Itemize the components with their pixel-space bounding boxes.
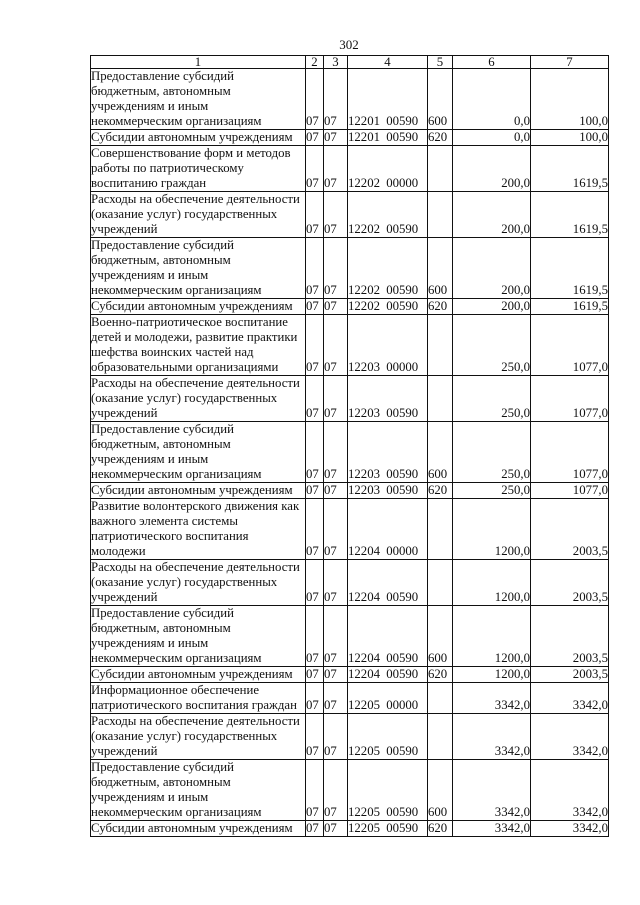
table-row xyxy=(91,238,609,299)
cell-expense-type: 620 xyxy=(428,667,453,683)
cell-section: 07 xyxy=(306,483,324,499)
column-header-2: 2 xyxy=(306,56,324,69)
cell-target-code: 12201 00590 xyxy=(348,130,428,146)
cell-subsection: 07 xyxy=(324,683,348,714)
cell-description: Военно-патриотическое воспитание детей и молодежи, развитие практики шефства воинских частей над образовательными организациями xyxy=(91,315,306,376)
cell-amount-col6: 200,0 xyxy=(453,238,531,299)
cell-amount-col7: 2003,5 xyxy=(531,606,609,667)
cell-amount-col6: 200,0 xyxy=(453,146,531,192)
cell-target-code: 12204 00590 xyxy=(348,667,428,683)
cell-subsection: 07 xyxy=(324,821,348,837)
cell-section: 07 xyxy=(306,760,324,821)
budget-table xyxy=(90,55,609,837)
cell-amount-col7: 3342,0 xyxy=(531,821,609,837)
cell-subsection: 07 xyxy=(324,315,348,376)
cell-section: 07 xyxy=(306,499,324,560)
cell-expense-type: 600 xyxy=(428,760,453,821)
cell-section: 07 xyxy=(306,315,324,376)
cell-subsection: 07 xyxy=(324,422,348,483)
cell-amount-col7: 1619,5 xyxy=(531,192,609,238)
cell-description: Субсидии автономным учреждениям xyxy=(91,667,306,683)
table-row xyxy=(91,130,609,146)
cell-description: Расходы на обеспечение деятельности (оказание услуг) государственных учреждений xyxy=(91,376,306,422)
cell-subsection: 07 xyxy=(324,560,348,606)
cell-target-code: 12204 00590 xyxy=(348,560,428,606)
cell-expense-type: 620 xyxy=(428,299,453,315)
cell-expense-type xyxy=(428,683,453,714)
cell-section: 07 xyxy=(306,130,324,146)
cell-description: Субсидии автономным учреждениям xyxy=(91,483,306,499)
cell-subsection: 07 xyxy=(324,760,348,821)
cell-amount-col6: 250,0 xyxy=(453,422,531,483)
cell-target-code: 12203 00590 xyxy=(348,422,428,483)
cell-description: Расходы на обеспечение деятельности (оказание услуг) государственных учреждений xyxy=(91,192,306,238)
table-row xyxy=(91,315,609,376)
cell-amount-col7: 3342,0 xyxy=(531,683,609,714)
cell-subsection: 07 xyxy=(324,606,348,667)
cell-subsection: 07 xyxy=(324,714,348,760)
cell-amount-col6: 1200,0 xyxy=(453,667,531,683)
cell-section: 07 xyxy=(306,146,324,192)
cell-expense-type xyxy=(428,192,453,238)
cell-amount-col6: 1200,0 xyxy=(453,606,531,667)
table-row xyxy=(91,146,609,192)
cell-amount-col7: 2003,5 xyxy=(531,667,609,683)
cell-subsection: 07 xyxy=(324,192,348,238)
table-header-row xyxy=(91,56,609,69)
cell-subsection: 07 xyxy=(324,376,348,422)
cell-description: Субсидии автономным учреждениям xyxy=(91,299,306,315)
table-row xyxy=(91,192,609,238)
cell-description: Совершенствование форм и методов работы по патриотическому воспитанию граждан xyxy=(91,146,306,192)
cell-amount-col7: 3342,0 xyxy=(531,760,609,821)
cell-expense-type: 620 xyxy=(428,130,453,146)
cell-subsection: 07 xyxy=(324,130,348,146)
cell-description: Предоставление субсидий бюджетным, автономным учреждениям и иным некоммерческим организациям xyxy=(91,69,306,130)
table-row xyxy=(91,606,609,667)
column-header-5: 5 xyxy=(428,56,453,69)
cell-expense-type xyxy=(428,376,453,422)
cell-section: 07 xyxy=(306,69,324,130)
cell-section: 07 xyxy=(306,821,324,837)
cell-amount-col6: 1200,0 xyxy=(453,499,531,560)
cell-amount-col7: 1077,0 xyxy=(531,483,609,499)
cell-target-code: 12203 00590 xyxy=(348,376,428,422)
cell-target-code: 12204 00000 xyxy=(348,499,428,560)
cell-target-code: 12202 00590 xyxy=(348,192,428,238)
cell-amount-col6: 250,0 xyxy=(453,376,531,422)
cell-expense-type: 600 xyxy=(428,606,453,667)
cell-target-code: 12202 00590 xyxy=(348,299,428,315)
cell-amount-col7: 1619,5 xyxy=(531,238,609,299)
cell-target-code: 12205 00590 xyxy=(348,714,428,760)
cell-expense-type xyxy=(428,714,453,760)
cell-amount-col7: 100,0 xyxy=(531,130,609,146)
cell-section: 07 xyxy=(306,422,324,483)
page-number: 302 xyxy=(339,37,359,52)
cell-target-code: 12205 00590 xyxy=(348,821,428,837)
table-row xyxy=(91,760,609,821)
table-row xyxy=(91,422,609,483)
cell-subsection: 07 xyxy=(324,483,348,499)
column-header-4: 4 xyxy=(348,56,428,69)
table-row xyxy=(91,821,609,837)
cell-amount-col7: 1077,0 xyxy=(531,376,609,422)
cell-expense-type: 600 xyxy=(428,69,453,130)
cell-target-code: 12203 00590 xyxy=(348,483,428,499)
cell-expense-type xyxy=(428,146,453,192)
cell-amount-col6: 3342,0 xyxy=(453,821,531,837)
cell-section: 07 xyxy=(306,560,324,606)
cell-description: Расходы на обеспечение деятельности (оказание услуг) государственных учреждений xyxy=(91,714,306,760)
table-row xyxy=(91,667,609,683)
cell-amount-col7: 1077,0 xyxy=(531,315,609,376)
table-row xyxy=(91,376,609,422)
cell-subsection: 07 xyxy=(324,146,348,192)
cell-amount-col7: 1619,5 xyxy=(531,146,609,192)
table-row xyxy=(91,483,609,499)
cell-subsection: 07 xyxy=(324,667,348,683)
cell-expense-type: 620 xyxy=(428,483,453,499)
cell-subsection: 07 xyxy=(324,238,348,299)
cell-section: 07 xyxy=(306,376,324,422)
cell-amount-col6: 250,0 xyxy=(453,315,531,376)
cell-target-code: 12202 00000 xyxy=(348,146,428,192)
column-header-7: 7 xyxy=(531,56,609,69)
cell-amount-col6: 3342,0 xyxy=(453,683,531,714)
cell-amount-col7: 3342,0 xyxy=(531,714,609,760)
cell-section: 07 xyxy=(306,667,324,683)
cell-expense-type: 620 xyxy=(428,821,453,837)
cell-amount-col6: 3342,0 xyxy=(453,714,531,760)
cell-amount-col6: 200,0 xyxy=(453,299,531,315)
cell-subsection: 07 xyxy=(324,299,348,315)
cell-amount-col6: 0,0 xyxy=(453,69,531,130)
cell-amount-col7: 2003,5 xyxy=(531,560,609,606)
cell-subsection: 07 xyxy=(324,69,348,130)
cell-section: 07 xyxy=(306,299,324,315)
cell-amount-col7: 100,0 xyxy=(531,69,609,130)
cell-amount-col6: 250,0 xyxy=(453,483,531,499)
table-row xyxy=(91,299,609,315)
cell-target-code: 12201 00590 xyxy=(348,69,428,130)
cell-description: Развитие волонтерского движения как важного элемента системы патриотического воспитания молодежи xyxy=(91,499,306,560)
table-row xyxy=(91,714,609,760)
cell-amount-col7: 2003,5 xyxy=(531,499,609,560)
cell-target-code: 12205 00590 xyxy=(348,760,428,821)
column-header-6: 6 xyxy=(453,56,531,69)
table-row xyxy=(91,69,609,130)
cell-description: Предоставление субсидий бюджетным, автономным учреждениям и иным некоммерческим организациям xyxy=(91,238,306,299)
table-row xyxy=(91,683,609,714)
cell-target-code: 12203 00000 xyxy=(348,315,428,376)
cell-target-code: 12202 00590 xyxy=(348,238,428,299)
cell-amount-col6: 1200,0 xyxy=(453,560,531,606)
cell-section: 07 xyxy=(306,714,324,760)
cell-description: Предоставление субсидий бюджетным, автономным учреждениям и иным некоммерческим организациям xyxy=(91,760,306,821)
cell-amount-col7: 1077,0 xyxy=(531,422,609,483)
cell-expense-type xyxy=(428,499,453,560)
cell-target-code: 12205 00000 xyxy=(348,683,428,714)
column-header-3: 3 xyxy=(324,56,348,69)
cell-subsection: 07 xyxy=(324,499,348,560)
cell-amount-col6: 0,0 xyxy=(453,130,531,146)
cell-description: Предоставление субсидий бюджетным, автономным учреждениям и иным некоммерческим организациям xyxy=(91,422,306,483)
table-row xyxy=(91,499,609,560)
cell-description: Расходы на обеспечение деятельности (оказание услуг) государственных учреждений xyxy=(91,560,306,606)
cell-expense-type: 600 xyxy=(428,238,453,299)
cell-amount-col6: 3342,0 xyxy=(453,760,531,821)
cell-description: Субсидии автономным учреждениям xyxy=(91,130,306,146)
cell-expense-type xyxy=(428,315,453,376)
cell-expense-type xyxy=(428,560,453,606)
cell-description: Предоставление субсидий бюджетным, автономным учреждениям и иным некоммерческим организациям xyxy=(91,606,306,667)
cell-section: 07 xyxy=(306,238,324,299)
table-row xyxy=(91,560,609,606)
cell-section: 07 xyxy=(306,606,324,667)
table-body xyxy=(91,69,609,837)
cell-section: 07 xyxy=(306,683,324,714)
cell-amount-col6: 200,0 xyxy=(453,192,531,238)
cell-expense-type: 600 xyxy=(428,422,453,483)
column-header-1: 1 xyxy=(91,56,306,69)
cell-amount-col7: 1619,5 xyxy=(531,299,609,315)
cell-target-code: 12204 00590 xyxy=(348,606,428,667)
cell-section: 07 xyxy=(306,192,324,238)
cell-description: Информационное обеспечение патриотического воспитания граждан xyxy=(91,683,306,714)
cell-description: Субсидии автономным учреждениям xyxy=(91,821,306,837)
